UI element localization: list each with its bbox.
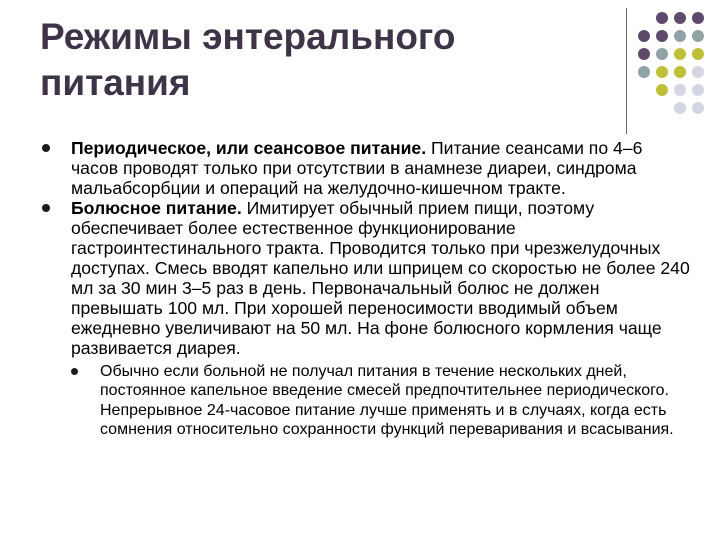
slide-title bbox=[40, 14, 600, 106]
decorative-dot bbox=[674, 66, 686, 78]
bullet-icon bbox=[42, 204, 50, 212]
decorative-dot bbox=[692, 102, 704, 114]
decorative-dot-grid bbox=[638, 12, 712, 116]
sub-bullet-text: Обычно если больной не получал питания в течение нескольких дней, постоянное капельное введение смесей предпочтительнее периодического. Непрерывное 24-часовое питание лучше применять и в случаях, когда есть сомнения относительно сохранности функций переваривания и всасывания. bbox=[100, 363, 674, 438]
decorative-dot bbox=[656, 84, 668, 96]
sub-bullet-icon bbox=[71, 368, 78, 375]
decorative-dot bbox=[656, 30, 668, 42]
sub-bullet-item bbox=[40, 362, 692, 439]
decorative-dot bbox=[656, 66, 668, 78]
decorative-dot bbox=[674, 84, 686, 96]
decorative-dot bbox=[692, 12, 704, 24]
bullet-heading: Болюсное питание. bbox=[71, 198, 242, 218]
decorative-dot bbox=[692, 66, 704, 78]
slide-body bbox=[40, 138, 692, 439]
decorative-dot bbox=[638, 66, 650, 78]
decorative-dot bbox=[692, 30, 704, 42]
decorative-dot bbox=[638, 30, 650, 42]
decorative-dot bbox=[674, 102, 686, 114]
decorative-dot bbox=[692, 48, 704, 60]
decorative-dot bbox=[674, 48, 686, 60]
decorative-dot bbox=[674, 30, 686, 42]
bullet-icon bbox=[42, 144, 50, 152]
bullet-text: Имитирует обычный прием пищи, поэтому обеспечивает более естественное функционирование гастроинтестинального тракта. Проводится только при чрезжелудочных доступах. Смесь вводят капельно или шприцем со скоростью не более 240 мл за 30 мин 3–5 раз в день. Первоначальный болюс не должен превышать 100 мл. При хорошей переносимости вводимый объем ежедневно увеличивают на 50 мл. На фоне болюсного кормления чаще развивается диарея. bbox=[71, 198, 690, 358]
title-line-2: питания bbox=[40, 62, 191, 103]
title-line-1: Режимы энтерального bbox=[40, 16, 456, 57]
decorative-dot bbox=[656, 12, 668, 24]
bullet-paragraph bbox=[71, 138, 692, 198]
decorative-dot bbox=[692, 84, 704, 96]
bullet-item-bolus bbox=[40, 198, 692, 358]
bullet-text: Питание сеансами по 4–6 часов проводят только при отсутствии в анамнезе диареи, синдрома мальабсорбции и операций на желудочно-кишечном тракте. bbox=[71, 138, 643, 198]
decorative-dot bbox=[638, 48, 650, 60]
bullet-item-periodic bbox=[40, 138, 692, 198]
divider-line bbox=[626, 8, 627, 134]
decorative-dot bbox=[656, 48, 668, 60]
bullet-paragraph bbox=[71, 198, 692, 358]
bullet-heading: Периодическое, или сеансовое питание. bbox=[71, 138, 427, 158]
decorative-dot bbox=[674, 12, 686, 24]
